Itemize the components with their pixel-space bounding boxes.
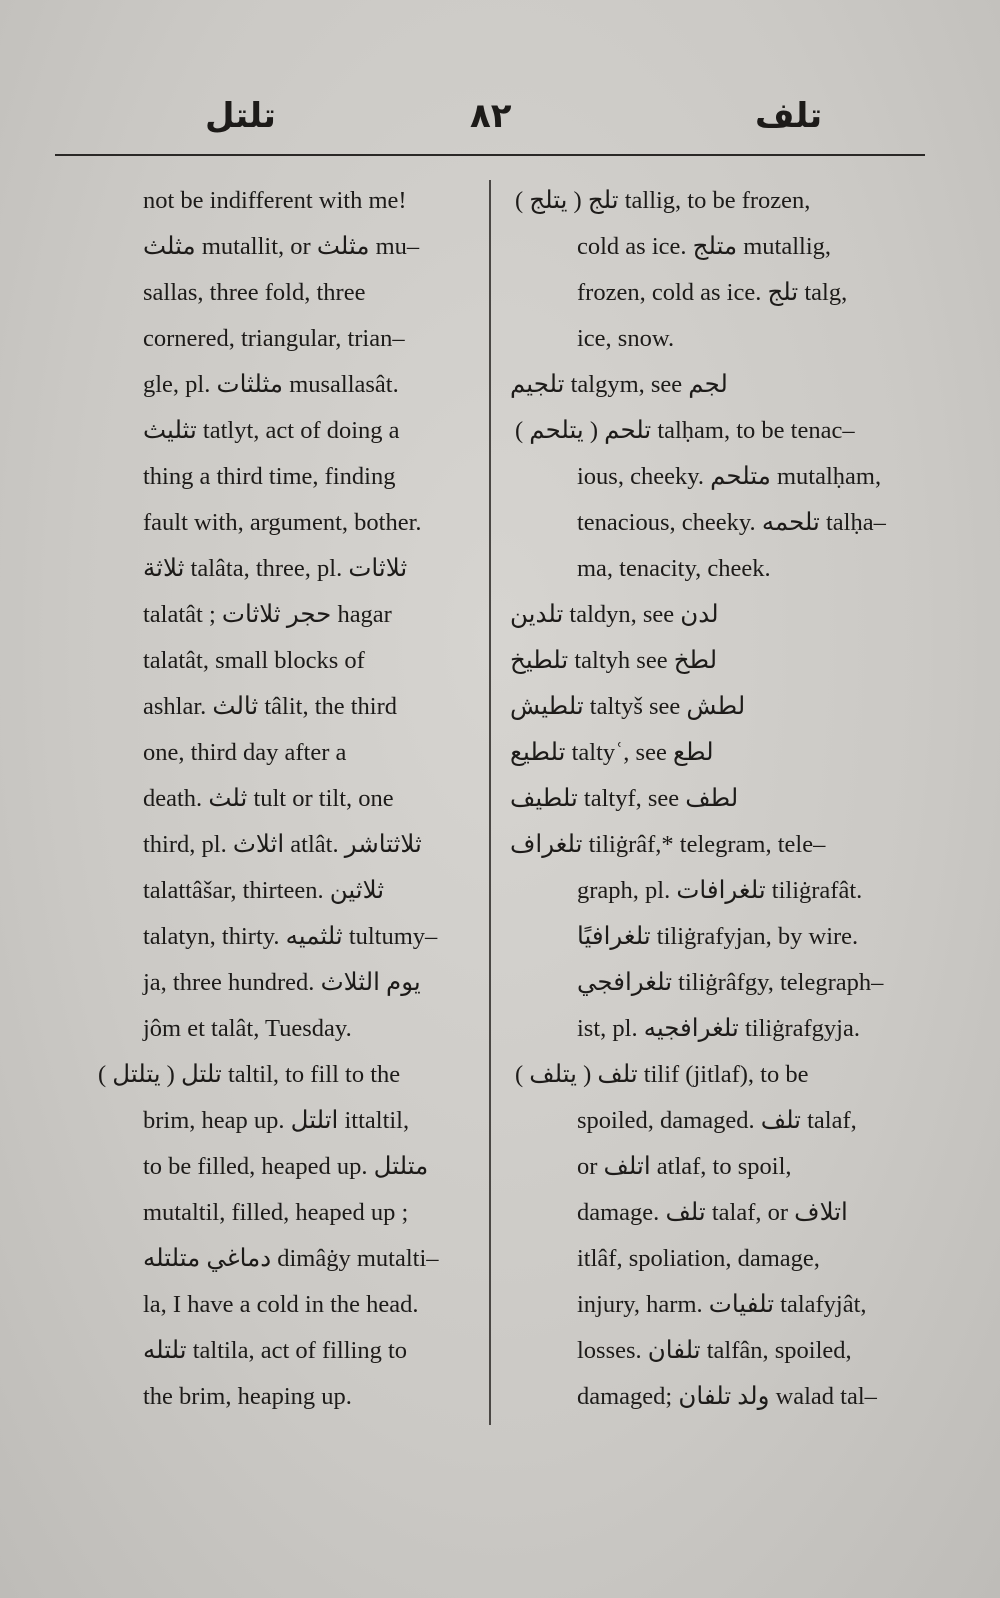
text-line: damage. تلف talaf, or اتلاف	[577, 1199, 848, 1226]
text-line: injury, harm. تلفيات talafyjât,	[577, 1291, 867, 1318]
text-line: ious, cheeky. متلحم mutalḥam,	[577, 463, 882, 490]
text-line: not be indifferent with me!	[143, 187, 407, 214]
text-line: cold as ice. متلج mutallig,	[577, 233, 832, 260]
text-line: تلتل ( يتلتل ) taltil, to fill to the	[98, 1061, 401, 1088]
text-line: دماغي متلتله dimâġy mutalti–	[143, 1245, 439, 1272]
text-line: talatyn, thirty. ثلثميه tultumy–	[143, 923, 438, 950]
text-line: ashlar. ثالث tâlit, the third	[143, 693, 398, 720]
page-header	[55, 92, 925, 142]
text-line: talatât ; حجر ثلاثات hagar	[143, 601, 392, 628]
text-line: تلطيش taltyš see لطش	[510, 693, 746, 720]
page-number: ٨٢	[470, 96, 512, 136]
text-line: gle, pl. مثلثات musallasât.	[143, 371, 399, 398]
text-line: fault with, argument, bother.	[143, 509, 422, 536]
text-line: تلج ( يتلج ) tallig, to be frozen,	[515, 187, 811, 214]
text-line: تلغرافجي tiliġrâfgy, telegraph–	[577, 969, 884, 996]
text-line: talattâšar, thirteen. ثلاثين	[143, 877, 385, 904]
text-line: تلطيع taltyʿ, see لطع	[510, 739, 714, 766]
text-line: spoiled, damaged. تلف talaf,	[577, 1107, 857, 1134]
text-line: talatât, small blocks of	[143, 647, 365, 674]
text-line: third, pl. اثلاث atlât. ثلاثتاشر	[143, 831, 422, 858]
header-rule	[55, 154, 925, 156]
text-line: la, I have a cold in the head.	[143, 1291, 419, 1318]
column-divider	[489, 180, 491, 1425]
header-right-word: تلف	[755, 96, 823, 136]
text-line: تلغراف tiliġrâf,* telegram, tele–	[510, 831, 826, 858]
text-line: one, third day after a	[143, 739, 347, 766]
text-line: losses. تلفان talfân, spoiled,	[577, 1337, 852, 1364]
text-line: damaged; ولد تلفان walad tal–	[577, 1383, 877, 1410]
text-line: تلحم ( يتلحم ) talḥam, to be tenac–	[515, 417, 855, 444]
text-line: مثلث mutallit, or مثلث mu–	[143, 233, 420, 260]
text-line: تثليث tatlyt, act of doing a	[143, 417, 400, 444]
text-line: ja, three hundred. يوم الثلاث	[143, 969, 421, 996]
text-line: itlâf, spoliation, damage,	[577, 1245, 820, 1272]
text-line: ثلاثة talâta, three, pl. ثلاثات	[143, 555, 408, 582]
text-line: jôm et talât, Tuesday.	[143, 1015, 352, 1042]
text-line: graph, pl. تلغرافات tiliġrafât.	[577, 877, 863, 904]
text-line: death. ثلث tult or tilt, one	[143, 785, 394, 812]
text-line: تلطيخ taltyh see لطخ	[510, 647, 718, 674]
text-line: the brim, heaping up.	[143, 1383, 352, 1410]
header-left-word: تلتل	[205, 96, 276, 136]
text-line: brim, heap up. اتلتل ittaltil,	[143, 1107, 410, 1134]
text-line: تلجيم talgym, see لجم	[510, 371, 728, 398]
text-line: ist, pl. تلغرافجيه tiliġrafgyja.	[577, 1015, 860, 1042]
right-column	[510, 178, 930, 1420]
text-line: ma, tenacity, cheek.	[577, 555, 771, 582]
text-line: تلف ( يتلف ) tilif (jitlaf), to be	[515, 1061, 809, 1088]
text-line: sallas, three fold, three	[143, 279, 366, 306]
text-line: mutaltil, filled, heaped up ;	[143, 1199, 409, 1226]
text-line: tenacious, cheeky. تلحمه talḥa–	[577, 509, 886, 536]
text-line: cornered, triangular, trian–	[143, 325, 405, 352]
text-line: thing a third time, finding	[143, 463, 396, 490]
text-line: تلدين taldyn, see لدن	[510, 601, 719, 628]
text-line: تلتله taltila, act of filling to	[143, 1337, 408, 1364]
text-line: or اتلف atlaf, to spoil,	[577, 1153, 792, 1180]
text-line: to be filled, heaped up. متلتل	[143, 1153, 429, 1180]
text-line: ice, snow.	[577, 325, 675, 352]
text-line: frozen, cold as ice. تلج talg,	[577, 279, 848, 306]
left-column	[98, 178, 483, 1420]
text-line: تلغرافيًا tiliġrafyjan, by wire.	[577, 923, 859, 950]
text-line: تلطيف taltyf, see لطف	[510, 785, 739, 812]
